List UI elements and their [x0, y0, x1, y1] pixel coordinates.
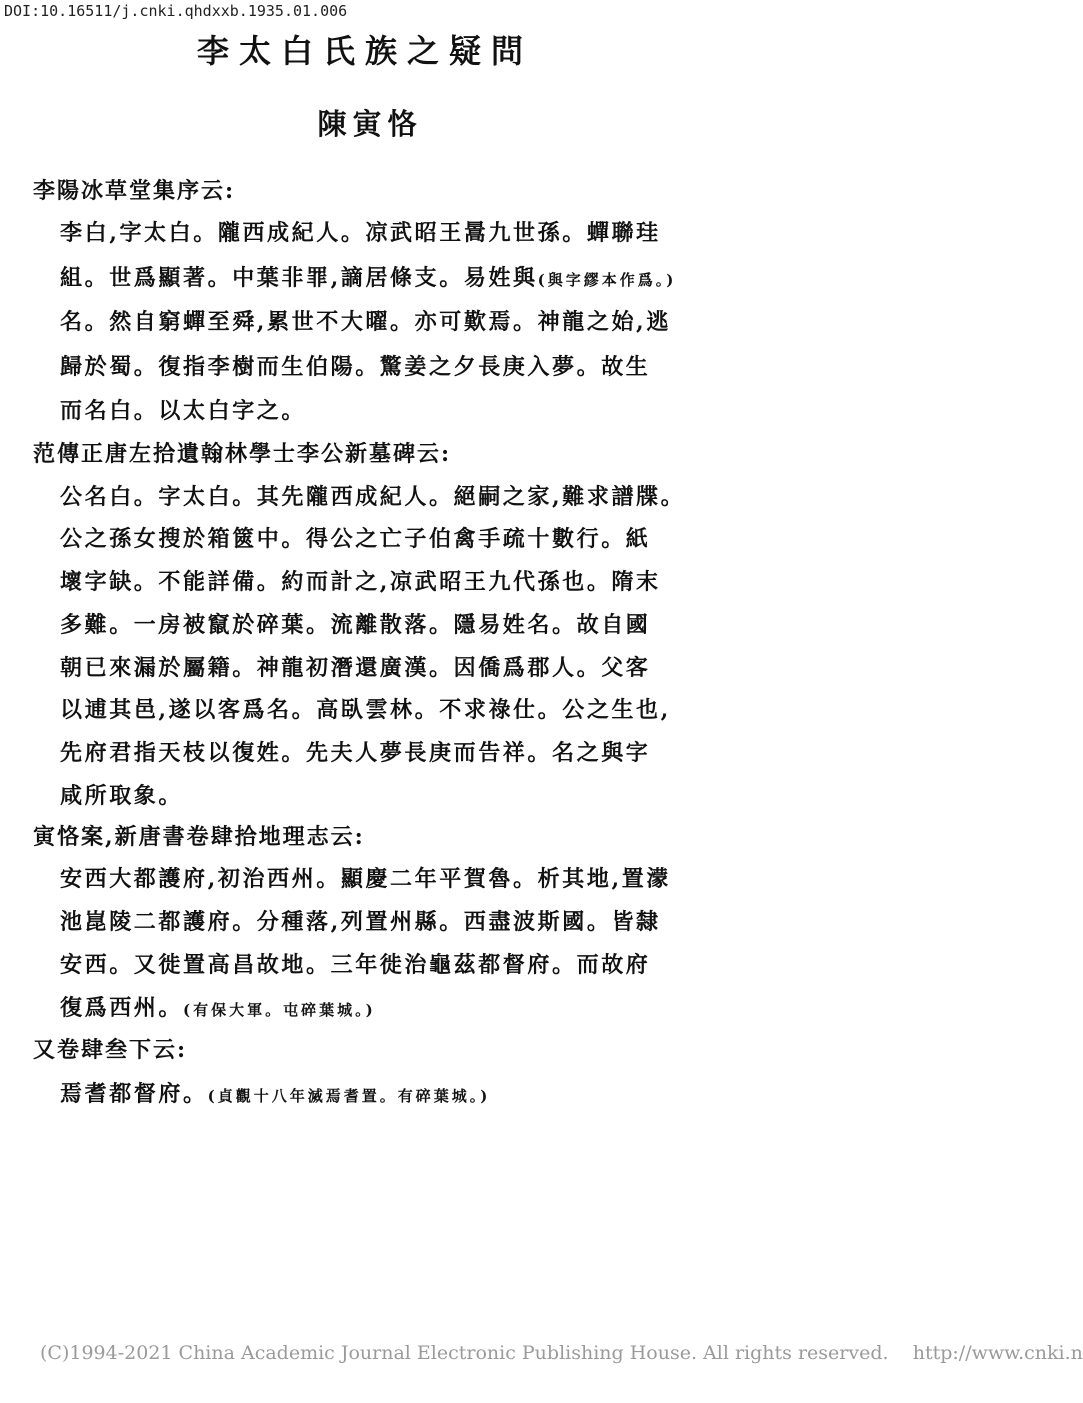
section-heading-3: 寅恪案,新唐書卷肆拾地理志云: [33, 824, 365, 850]
section-heading-2: 范傳正唐左拾遺翰林學士李公新墓碑云: [33, 441, 452, 467]
inline-note: (有保大軍。屯碎葉城。) [183, 1001, 376, 1019]
inline-note: (貞觀十八年滅焉耆置。有碎葉城。) [207, 1087, 491, 1105]
text-line: 安西。又徙置高昌故地。三年徙治龜茲都督府。而故府 [60, 952, 651, 978]
copyright-footer [40, 1342, 1083, 1364]
text-line: 安西大都護府,初治西州。顯慶二年平賀魯。析其地,置濛 [60, 866, 671, 892]
text-line-main: 復爲西州。 [60, 995, 184, 1021]
text-line: 朝已來漏於屬籍。神龍初潛還廣漢。因僑爲郡人。父客 [60, 655, 651, 681]
text-line [60, 991, 376, 1022]
text-line-main: 焉耆都督府。 [60, 1081, 208, 1107]
text-line: 李白,字太白。隴西成紀人。凉武昭王暠九世孫。蟬聯珪 [60, 220, 661, 246]
text-line [60, 1077, 490, 1108]
text-line: 名。然自窮蟬至舜,累世不大曜。亦可歎焉。神龍之始,逃 [60, 309, 671, 335]
section-heading-1: 李陽冰草堂集序云: [33, 178, 236, 204]
copyright-text: (C)1994-2021 China Academic Journal Electronic Publishing House. All rights reserved. [40, 1342, 889, 1364]
text-line: 多難。一房被竄於碎葉。流離散落。隱易姓名。故自國 [60, 612, 651, 638]
text-line [60, 261, 676, 292]
text-line: 咸所取象。 [60, 783, 184, 809]
section-heading-4: 又卷肆叁下云: [33, 1037, 188, 1063]
text-line: 公之孫女搜於箱篋中。得公之亡子伯禽手疏十數行。紙 [60, 526, 651, 552]
text-line: 先府君指天枝以復姓。先夫人夢長庚而告祥。名之與字 [60, 740, 651, 766]
article-title: 李太白氏族之疑問 [196, 32, 533, 70]
doi-label: DOI:10.16511/j.cnki.qhdxxb.1935.01.006 [4, 2, 348, 20]
text-line: 池崑陵二都護府。分種落,列置州縣。西盡波斯國。皆隸 [60, 909, 661, 935]
text-line: 以逋其邑,遂以客爲名。高臥雲林。不求祿仕。公之生也, [60, 697, 671, 723]
footer-url: http://www.cnki.n [912, 1342, 1083, 1364]
text-line: 壞字缺。不能詳備。約而計之,凉武昭王九代孫也。隋末 [60, 569, 661, 595]
inline-note: (與字繆本作爲。) [537, 271, 677, 289]
text-line: 而名白。以太白字之。 [60, 398, 307, 424]
article-author: 陳寅恪 [317, 107, 423, 141]
text-line: 公名白。字太白。其先隴西成紀人。絕嗣之家,難求譜牒。 [60, 484, 686, 510]
text-line: 歸於蜀。復指李樹而生伯陽。驚姜之夕長庚入夢。故生 [60, 354, 651, 380]
text-line-main: 組。世爲顯著。中葉非罪,謫居條支。易姓與 [60, 265, 538, 291]
